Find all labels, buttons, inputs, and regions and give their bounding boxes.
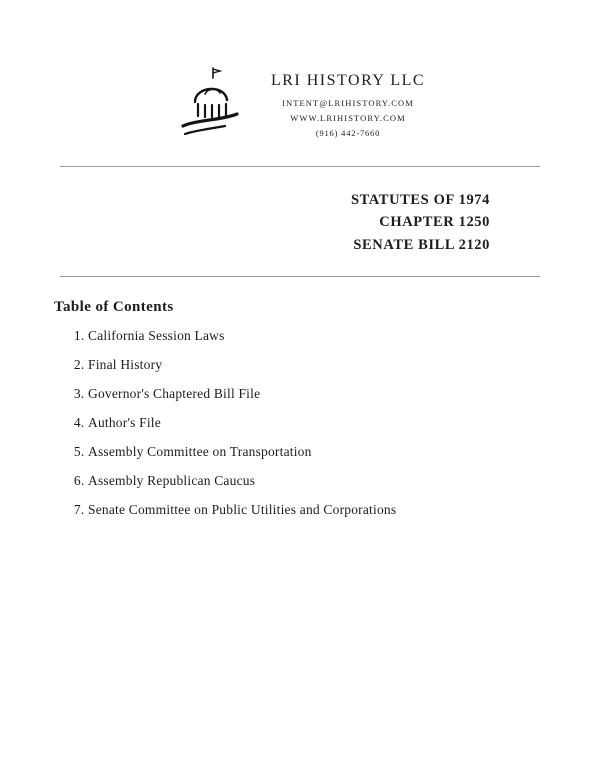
toc-item: 7. Senate Committee on Public Utilities and Corporations bbox=[88, 502, 600, 518]
company-name: LRI HISTORY LLC bbox=[270, 72, 426, 89]
toc-list bbox=[0, 328, 600, 518]
statutes-block bbox=[0, 167, 600, 256]
company-info bbox=[271, 62, 425, 138]
toc-item: 4. Author's File bbox=[88, 415, 600, 431]
statutes-bill: SENATE BILL 2120 bbox=[353, 236, 490, 253]
letterhead bbox=[0, 0, 600, 142]
toc-title: Table of Contents bbox=[54, 299, 174, 316]
toc-item: 5. Assembly Committee on Transportation bbox=[88, 444, 600, 460]
toc-item: 3. Governor's Chaptered Bill File bbox=[88, 386, 600, 402]
company-website: WWW.LRIHISTORY.COM bbox=[290, 113, 406, 123]
company-phone: (916) 442-7660 bbox=[315, 128, 381, 138]
company-email: INTENT@LRIHISTORY.COM bbox=[282, 98, 414, 108]
toc-item: 2. Final History bbox=[88, 357, 600, 373]
divider-bottom bbox=[60, 276, 540, 277]
statutes-chapter: CHAPTER 1250 bbox=[379, 214, 490, 231]
toc-item: 1. California Session Laws bbox=[88, 328, 600, 344]
capitol-dome-icon bbox=[175, 64, 245, 142]
toc-item: 6. Assembly Republican Caucus bbox=[88, 473, 600, 489]
statutes-year: STATUTES OF 1974 bbox=[350, 192, 490, 208]
